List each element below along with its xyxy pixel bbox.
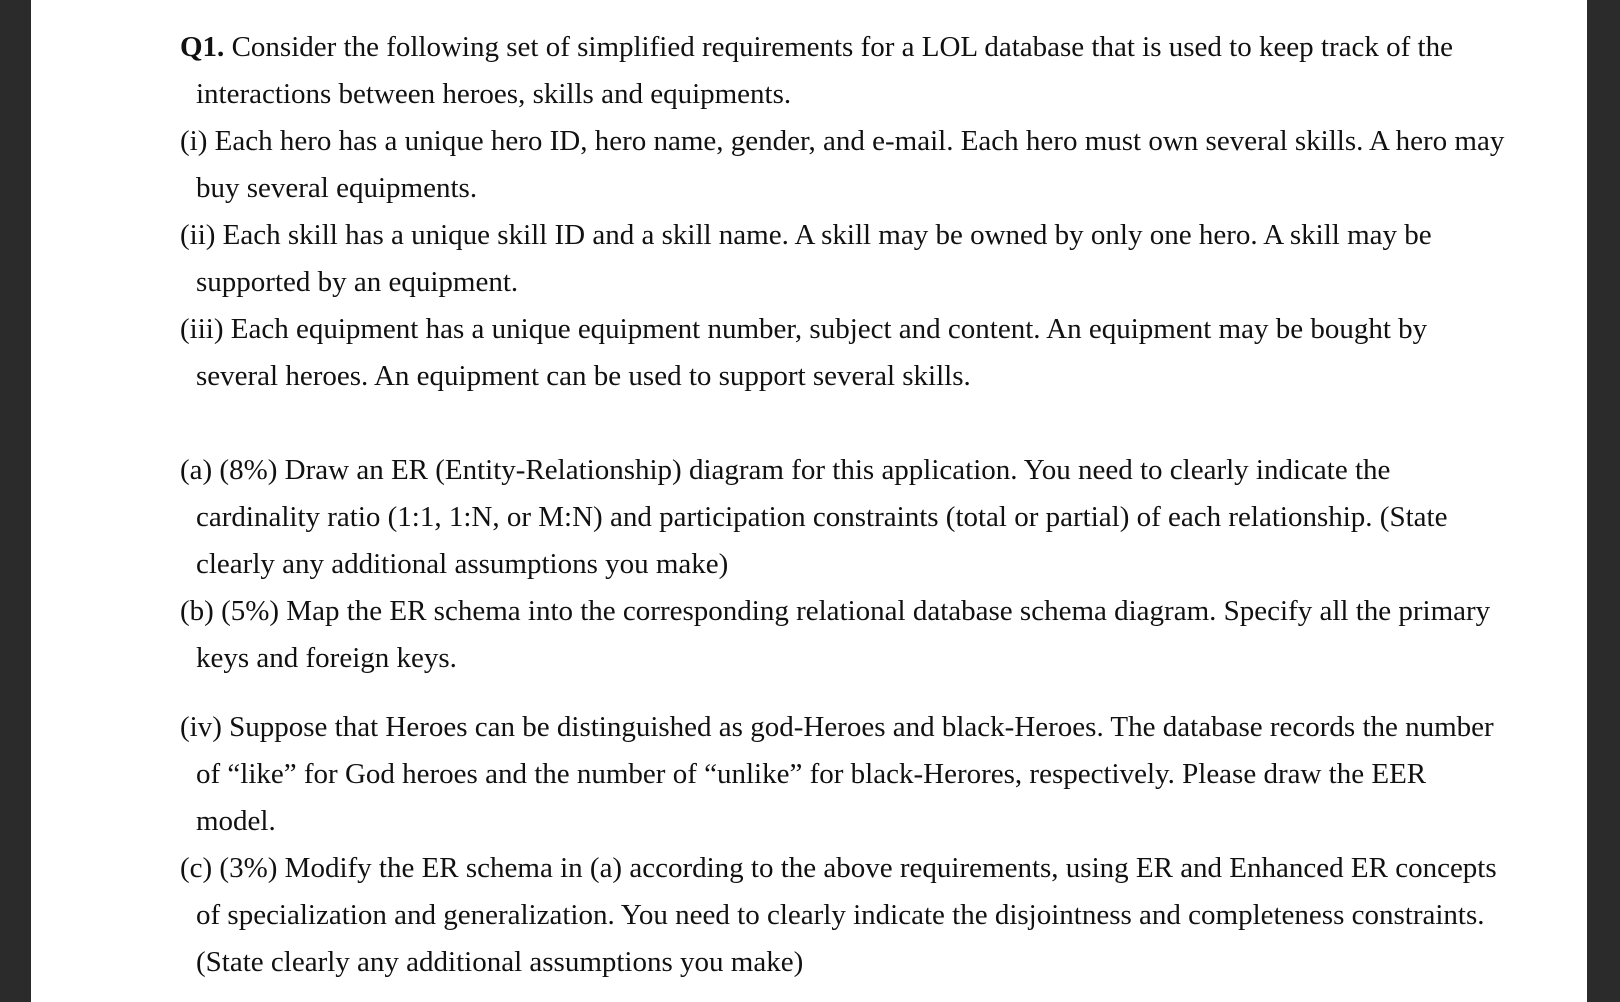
task-c: (c) (3%) Modify the ER schema in (a) according to the above requirements, using ER and Enhanced ER concepts of specialization and generalization. You need to clearly indicate the disjointness and completeness constraints. (State clearly any additional assumptions you make) bbox=[180, 852, 1497, 978]
task-b: (b) (5%) Map the ER schema into the corresponding relational database schema diagram. Specify all the primary keys and foreign keys. bbox=[180, 595, 1491, 674]
question-intro bbox=[180, 24, 1510, 118]
requirement-ii: (ii) Each skill has a unique skill ID and a skill name. A skill may be owned by only one hero. A skill may be supported by an equipment. bbox=[180, 219, 1432, 298]
requirement-iv: (iv) Suppose that Heroes can be distinguished as god-Heroes and black-Heroes. The database records the number of “like” for God heroes and the number of “unlike” for black-Herores, respectively. Please draw the EER model. bbox=[180, 711, 1494, 837]
question-intro-text: Consider the following set of simplified requirements for a LOL database that is used to keep track of the interactions between heroes, skills and equipments. bbox=[196, 31, 1453, 110]
task-a: (a) (8%) Draw an ER (Entity-Relationship) diagram for this application. You need to clearly indicate the cardinality ratio (1:1, 1:N, or M:N) and participation constraints (total or partial) of each relationship. (State clearly any additional assumptions you make) bbox=[180, 454, 1448, 580]
spacer bbox=[180, 682, 1510, 704]
spacer bbox=[180, 400, 1510, 447]
question-number: Q1. bbox=[180, 31, 225, 63]
document-page bbox=[31, 0, 1587, 1002]
requirement-i: (i) Each hero has a unique hero ID, hero name, gender, and e-mail. Each hero must own several skills. A hero may buy several equipments. bbox=[180, 125, 1505, 204]
requirement-iii: (iii) Each equipment has a unique equipment number, subject and content. An equipment may be bought by several heroes. An equipment can be used to support several skills. bbox=[180, 313, 1428, 392]
question-text bbox=[180, 24, 1510, 986]
